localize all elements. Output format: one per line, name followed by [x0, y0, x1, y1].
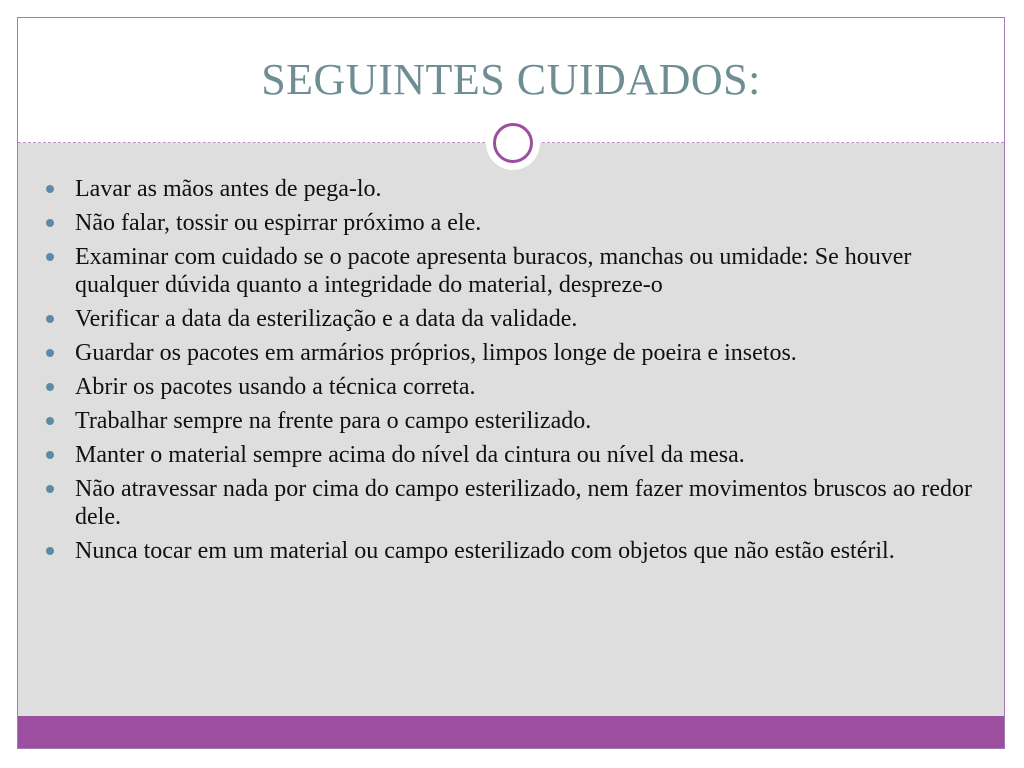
bullet-dot-icon [46, 383, 54, 391]
bullet-dot-icon [46, 485, 54, 493]
list-item-text: Nunca tocar em um material ou campo esterilizado com objetos que não estão estéril. [75, 538, 895, 564]
bullet-dot-icon [46, 451, 54, 459]
bullet-list [18, 175, 1004, 571]
list-item-text: Manter o material sempre acima do nível da cintura ou nível da mesa. [75, 442, 745, 468]
list-item [18, 537, 1004, 565]
list-item-text: Verificar a data da esterilização e a data da validade. [75, 306, 578, 332]
bullet-dot-icon [46, 315, 54, 323]
list-item [18, 243, 1004, 299]
bullet-dot-icon [46, 547, 54, 555]
list-item-text: Guardar os pacotes em armários próprios, limpos longe de poeira e insetos. [75, 340, 797, 366]
bullet-dot-icon [46, 417, 54, 425]
list-item [18, 475, 1004, 531]
slide [17, 17, 1005, 749]
list-item [18, 441, 1004, 469]
bullet-dot-icon [46, 349, 54, 357]
bullet-dot-icon [46, 219, 54, 227]
list-item [18, 175, 1004, 203]
bullet-dot-icon [46, 253, 54, 261]
bullet-dot-icon [46, 185, 54, 193]
circle-ring-icon [486, 116, 540, 170]
list-item-text: Lavar as mãos antes de pega-lo. [75, 176, 382, 202]
footer-bar [18, 716, 1004, 749]
list-item-text: Não atravessar nada por cima do campo esterilizado, nem fazer movimentos bruscos ao redor dele. [75, 476, 972, 530]
list-item [18, 407, 1004, 435]
slide-title: SEGUINTES CUIDADOS: [261, 55, 761, 104]
list-item-text: Não falar, tossir ou espirrar próximo a ele. [75, 210, 482, 236]
list-item [18, 209, 1004, 237]
list-item [18, 305, 1004, 333]
list-item [18, 339, 1004, 367]
list-item-text: Abrir os pacotes usando a técnica correta. [75, 374, 476, 400]
list-item-text: Examinar com cuidado se o pacote apresenta buracos, manchas ou umidade: Se houver qualquer dúvida quanto a integridade do material, despreze-o [75, 244, 912, 298]
list-item [18, 373, 1004, 401]
ornament-ring [493, 123, 533, 163]
list-item-text: Trabalhar sempre na frente para o campo esterilizado. [75, 408, 592, 434]
